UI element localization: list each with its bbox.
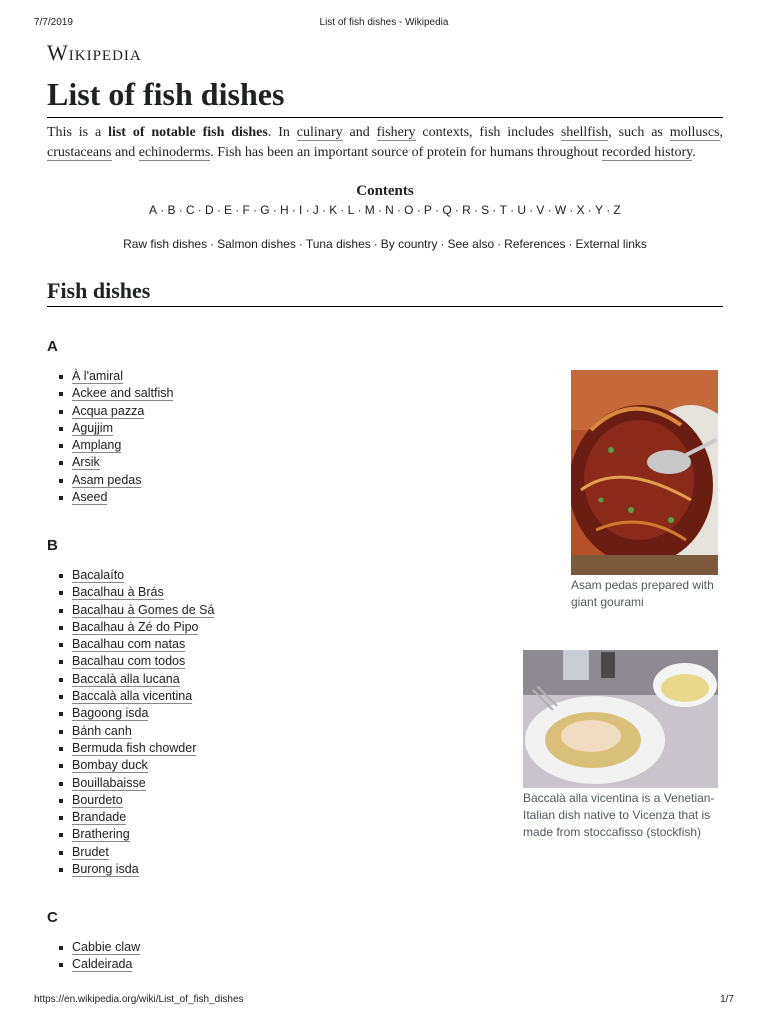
print-date: 7/7/2019: [34, 17, 73, 28]
list-item: [55, 956, 140, 973]
toc-letter-link[interactable]: I: [299, 203, 303, 217]
table-of-contents: [47, 182, 723, 252]
toc-separator: ·: [569, 203, 574, 217]
toc-separator: ·: [340, 203, 345, 217]
dish-link[interactable]: Acqua pazza: [72, 403, 145, 418]
dish-link[interactable]: Bombay duck: [72, 758, 148, 773]
toc-separator: ·: [454, 203, 460, 217]
dish-link[interactable]: Bacalhau à Gomes de Sá: [72, 602, 215, 617]
toc-section-link[interactable]: Raw fish dishes: [123, 237, 208, 251]
toc-letter-link[interactable]: B: [167, 203, 176, 217]
toc-section-link[interactable]: References: [504, 237, 566, 251]
toc-letter-link[interactable]: Q: [442, 203, 452, 217]
toc-section-link[interactable]: External links: [575, 237, 647, 251]
toc-separator: ·: [510, 203, 515, 217]
toc-separator: ·: [272, 203, 277, 217]
letter-heading-c: C: [47, 909, 58, 926]
toc-letter-link[interactable]: S: [481, 203, 490, 217]
list-item: [55, 653, 214, 670]
list-item: [55, 809, 214, 826]
toc-section-link[interactable]: By country: [380, 237, 438, 251]
toc-letter-link[interactable]: P: [423, 203, 433, 217]
list-item: [55, 602, 214, 619]
dish-link[interactable]: Bagoong isda: [72, 706, 149, 721]
letter-heading-a: A: [47, 338, 58, 355]
toc-letter-link[interactable]: V: [536, 203, 545, 217]
toc-separator: ·: [357, 203, 362, 217]
dish-list-b: [55, 567, 214, 878]
toc-sections: [47, 236, 723, 252]
toc-separator: ·: [440, 237, 445, 251]
dish-list-a: [55, 368, 173, 506]
list-item: [55, 385, 173, 402]
dish-link[interactable]: Bacalhau com natas: [72, 637, 186, 652]
toc-separator: ·: [291, 203, 297, 217]
print-title: List of fish dishes - Wikipedia: [319, 17, 449, 28]
list-item: [55, 489, 173, 506]
toc-letter-link[interactable]: N: [385, 203, 394, 217]
dish-link[interactable]: Bacalhau à Zé do Pipo: [72, 619, 199, 634]
toc-separator: ·: [321, 203, 327, 217]
list-item: [55, 740, 214, 757]
dish-link[interactable]: Agujjim: [72, 420, 113, 435]
toc-letter-link[interactable]: L: [347, 203, 355, 217]
dish-link[interactable]: À l'amiral: [72, 369, 124, 383]
list-item: [55, 619, 214, 636]
link-culinary[interactable]: culinary: [296, 125, 343, 140]
toc-letter-link[interactable]: O: [404, 203, 414, 217]
toc-separator: ·: [547, 203, 552, 217]
toc-letter-link[interactable]: E: [224, 203, 233, 217]
toc-separator: ·: [606, 203, 611, 217]
dish-link[interactable]: Brandade: [72, 810, 127, 825]
toc-separator: ·: [235, 203, 240, 217]
baccala-vicentina-image[interactable]: [523, 650, 718, 788]
toc-section-link[interactable]: Salmon dishes: [217, 237, 296, 251]
toc-letter-link[interactable]: J: [312, 203, 319, 217]
dish-link[interactable]: Aseed: [72, 490, 108, 505]
dish-link[interactable]: Brudet: [72, 844, 109, 859]
toc-letters: [47, 202, 723, 218]
wikipedia-logo[interactable]: Wikipedia: [47, 40, 142, 65]
dish-list-c: [55, 939, 140, 974]
dish-link[interactable]: Cabbie claw: [72, 940, 141, 954]
toc-separator: ·: [305, 203, 310, 217]
print-url: https://en.wikipedia.org/wiki/List_of_fish_dishes: [34, 994, 244, 1005]
figure-caption: Asam pedas prepared with giant gourami: [571, 578, 714, 609]
dish-link[interactable]: Bourdeto: [72, 792, 123, 807]
toc-separator: ·: [568, 237, 573, 251]
dish-link[interactable]: Bacalaíto: [72, 568, 125, 582]
toc-letter-link[interactable]: D: [204, 203, 214, 217]
toc-letter-link[interactable]: F: [242, 203, 250, 217]
dish-link[interactable]: Ackee and saltfish: [72, 386, 174, 401]
list-item: [55, 584, 214, 601]
page-title: List of fish dishes: [47, 74, 723, 118]
list-item: [55, 844, 214, 861]
toc-section-link[interactable]: Tuna dishes: [305, 237, 371, 251]
toc-separator: ·: [435, 203, 440, 217]
toc-separator: ·: [492, 203, 497, 217]
toc-letter-link[interactable]: H: [279, 203, 289, 217]
toc-letter-link[interactable]: C: [185, 203, 195, 217]
toc-letter-link[interactable]: W: [554, 203, 567, 217]
asam-pedas-image[interactable]: [571, 370, 718, 575]
toc-separator: ·: [416, 203, 421, 217]
list-item: [55, 454, 173, 471]
toc-title: Contents: [356, 183, 414, 199]
toc-letter-link[interactable]: G: [260, 203, 270, 217]
toc-letter-link[interactable]: X: [576, 203, 585, 217]
toc-separator: ·: [473, 203, 479, 217]
dish-link[interactable]: Bouillabaisse: [72, 775, 146, 790]
list-item: [55, 826, 214, 843]
dish-link[interactable]: Amplang: [72, 438, 122, 453]
toc-separator: ·: [216, 203, 222, 217]
toc-letter-link[interactable]: Z: [613, 203, 621, 217]
intro-paragraph: This is a list of notable fish dishes. In culinary and fishery contexts, fish includes shellfish, such as molluscs, crustaceans and echinoderms. Fish has been an important source of protein for humans throughout recorded history.: [47, 125, 724, 160]
list-item: [55, 723, 214, 740]
list-item: [55, 939, 140, 956]
dish-link[interactable]: Baccalà alla vicentina: [72, 689, 193, 704]
figure-baccala-vicentina: [523, 650, 718, 841]
toc-separator: ·: [253, 203, 258, 217]
toc-letter-link[interactable]: R: [462, 203, 471, 217]
list-item: [55, 368, 173, 385]
intro-bold: list of notable fish dishes: [108, 125, 268, 140]
toc-letter-link[interactable]: M: [364, 203, 375, 217]
toc-separator: ·: [178, 203, 183, 217]
link-echinoderms[interactable]: echinoderms: [138, 145, 211, 160]
toc-separator: ·: [529, 203, 534, 217]
figure-caption: Baccalà alla vicentina is a Venetian-Italian dish native to Vicenza that is made from stoccafisso (stockfish): [523, 791, 715, 839]
link-recorded-history[interactable]: recorded history: [601, 145, 693, 160]
dish-link[interactable]: Bacalhau com todos: [72, 654, 186, 669]
toc-separator: ·: [377, 203, 383, 217]
toc-separator: ·: [298, 237, 303, 251]
list-item: [55, 636, 214, 653]
link-crustaceans[interactable]: crustaceans: [47, 145, 112, 160]
section-heading-fish-dishes: Fish dishes: [47, 276, 723, 307]
toc-separator: ·: [373, 237, 378, 251]
list-item: [55, 688, 214, 705]
toc-letter-link[interactable]: U: [517, 203, 527, 217]
toc-separator: ·: [587, 203, 592, 217]
toc-separator: ·: [197, 203, 202, 217]
link-molluscs[interactable]: molluscs: [669, 125, 720, 140]
dish-link[interactable]: Burong isda: [72, 862, 139, 877]
link-fishery[interactable]: fishery: [376, 125, 416, 140]
list-item: [55, 472, 173, 489]
dish-link[interactable]: Baccalà alla lucana: [72, 671, 180, 686]
dish-link[interactable]: Bacalhau à Brás: [72, 585, 164, 600]
link-shellfish[interactable]: shellfish: [560, 125, 609, 140]
dish-link[interactable]: Bánh canh: [72, 723, 132, 738]
list-item: [55, 567, 214, 584]
toc-letter-link[interactable]: Y: [594, 203, 604, 217]
figure-asam-pedas: [571, 370, 721, 611]
toc-letter-link[interactable]: K: [329, 203, 338, 217]
list-item: [55, 861, 214, 878]
dish-link[interactable]: Bermuda fish chowder: [72, 740, 197, 755]
list-item: [55, 775, 214, 792]
toc-letter-link[interactable]: A: [149, 203, 158, 217]
dish-link[interactable]: Asam pedas: [72, 472, 142, 487]
dish-link[interactable]: Arsik: [72, 455, 100, 470]
toc-separator: ·: [497, 237, 502, 251]
list-item: [55, 420, 173, 437]
dish-link[interactable]: Brathering: [72, 827, 130, 842]
list-item: [55, 671, 214, 688]
toc-separator: ·: [210, 237, 215, 251]
list-item: [55, 705, 214, 722]
toc-separator: ·: [160, 203, 165, 217]
list-item: [55, 437, 173, 454]
toc-letter-link[interactable]: T: [499, 203, 508, 217]
list-item: [55, 403, 173, 420]
toc-section-link[interactable]: See also: [447, 237, 495, 251]
letter-heading-b: B: [47, 537, 58, 554]
dish-link[interactable]: Caldeirada: [72, 957, 133, 972]
list-item: [55, 792, 214, 809]
print-page-number: 1/7: [720, 994, 734, 1005]
toc-separator: ·: [396, 203, 402, 217]
list-item: [55, 757, 214, 774]
